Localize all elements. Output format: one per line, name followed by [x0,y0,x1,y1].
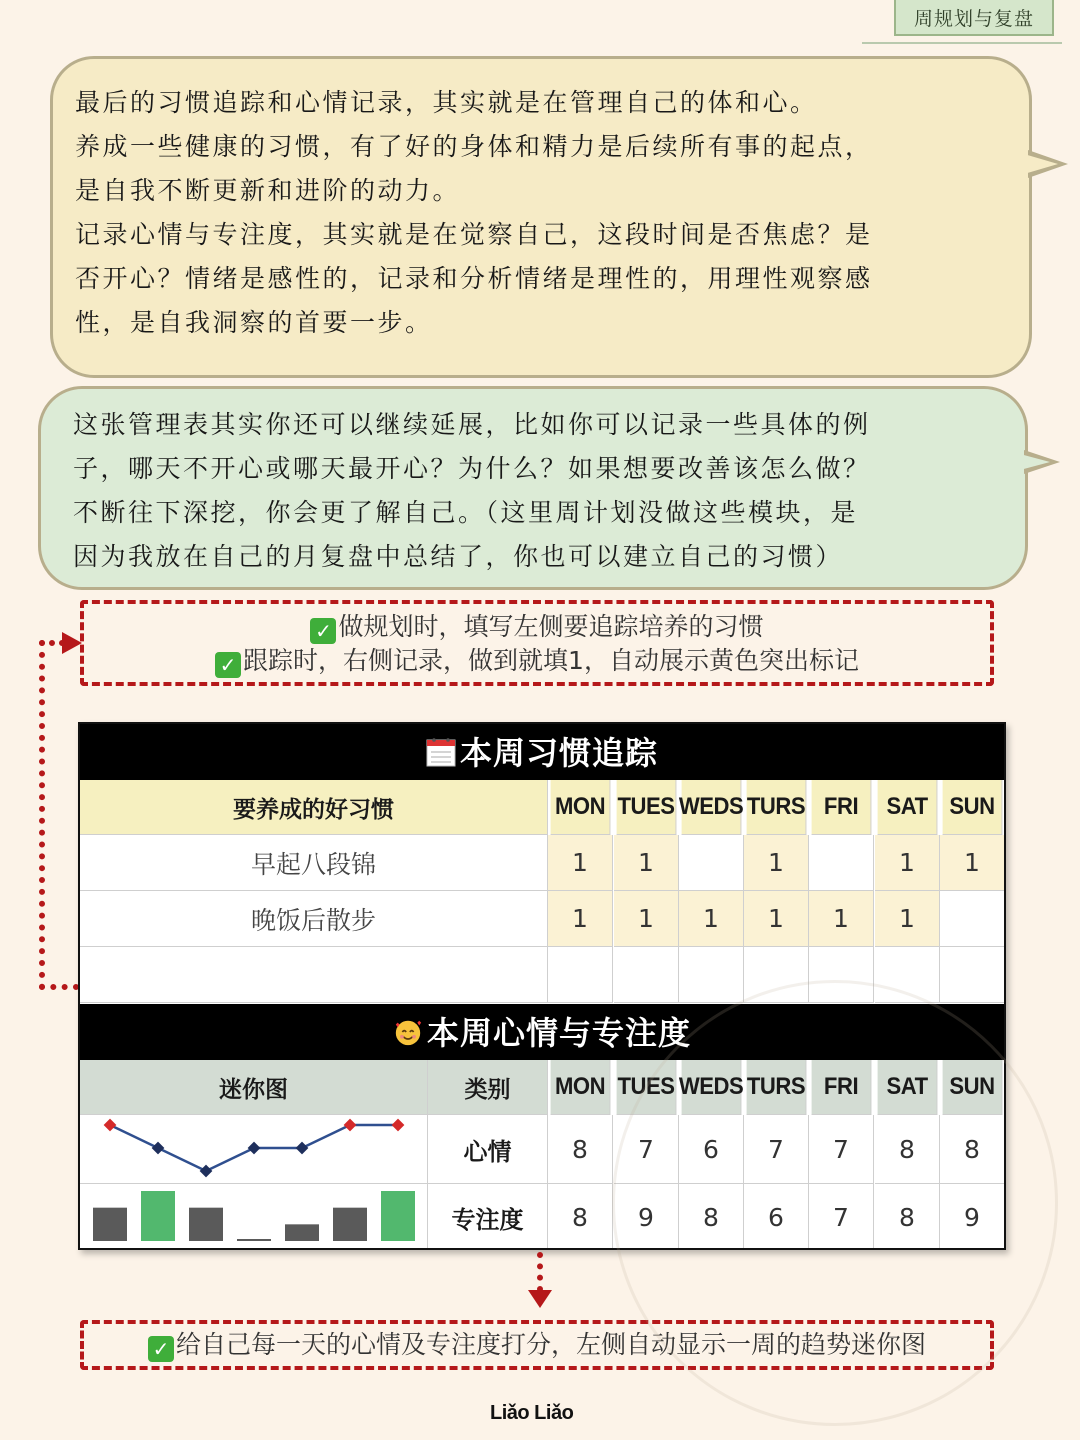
mood-sparkline-point [392,1119,405,1132]
bubble-2-tail-fill [1020,454,1050,470]
habit-check-cell: 1 [809,891,874,947]
habit-tracker-title [80,724,1004,780]
note-line-2-text: 跟踪时，右侧记录，做到就填1，自动展示黄色突出标记 [243,646,859,675]
bubble-1-text: 最后的习惯追踪和心情记录，其实就是在管理自己的体和心。 养成一些健康的习惯，有了好的身体和精力是后续所有事的起点， 是自我不断更新和进阶的动力。 记录心情与专注度，其实就是在觉察自己，这段时间是否焦虑？是 否开心？情绪是感性的，记录和分析情绪是理性的，用理性观察感 性，是自我洞察的首要一步。 [75,88,873,337]
arrow-down-icon [528,1290,552,1308]
mood-sparkline-point [200,1165,213,1178]
mood-sparkline [80,1115,428,1184]
habit-name-cell: 晚饭后散步 [80,891,548,947]
corner-tag: 周规划与复盘 [894,0,1054,36]
habit-tracker-title-text: 本周习惯追踪 [459,734,658,772]
check-icon: ✓ [148,1336,174,1362]
bubble-1-tail-fill [1024,154,1058,174]
habit-check-cell [679,947,744,1003]
category-cell: 专注度 [428,1184,548,1250]
day-header-turs: TURS [747,780,807,835]
habit-check-cell [940,947,1005,1003]
score-cell: 8 [548,1184,613,1250]
category-cell: 心情 [428,1115,548,1184]
mood-sparkline-point [296,1142,309,1155]
focus-sparkline-bar [93,1208,127,1241]
score-cell: 7 [614,1115,679,1184]
mood-title [80,1004,1004,1060]
focus-sparkline [80,1184,428,1250]
score-cell: 6 [679,1115,744,1184]
habit-check-cell: 1 [744,835,809,891]
habit-check-cell: 1 [548,891,613,947]
check-icon: ✓ [310,618,336,644]
score-cell: 7 [744,1115,809,1184]
focus-sparkline-bar [237,1239,271,1241]
score-cell: 7 [809,1184,874,1250]
mood-sparkline-point [344,1119,357,1132]
day-header-sun: SUN [943,780,1003,835]
score-cell: 7 [809,1115,874,1184]
note-line-1-text: 做规划时，填写左侧要追踪培养的习惯 [338,612,764,641]
score-cell: 8 [875,1184,940,1250]
habit-name-cell [80,947,548,1003]
day-header-fri: FRI [812,1060,872,1115]
day-header-weds: WEDS [682,780,742,835]
habit-check-cell [809,835,874,891]
habit-check-cell: 1 [875,835,940,891]
day-header-mon: MON [551,780,611,835]
connector-line-bottom [39,984,79,990]
focus-sparkline-bar [381,1191,415,1241]
habit-check-cell: 1 [744,891,809,947]
sparkline-header: 迷你图 [80,1060,428,1115]
habit-name-cell: 早起八段锦 [80,835,548,891]
note-line-1 [84,610,990,644]
category-header: 类别 [428,1060,548,1115]
score-cell: 8 [875,1115,940,1184]
focus-sparkline-bar [285,1224,319,1241]
habit-check-cell: 1 [940,835,1005,891]
check-icon: ✓ [215,652,241,678]
habit-header: 要养成的好习惯 [80,780,548,835]
instruction-note-top [80,600,994,686]
habit-check-cell [679,835,744,891]
habit-check-cell [614,947,679,1003]
mood-title-text: 本周心情与专注度 [426,1014,691,1052]
focus-sparkline-bar [141,1191,175,1241]
connector-line-vertical [39,640,45,990]
score-cell: 6 [744,1184,809,1250]
day-header-sun: SUN [943,1060,1003,1115]
habit-check-cell: 1 [614,835,679,891]
score-cell: 9 [940,1184,1005,1250]
connector-line-down [537,1252,543,1292]
habit-check-cell: 1 [875,891,940,947]
speech-bubble-habits [50,56,1032,378]
habit-check-cell [744,947,809,1003]
day-header-mon: MON [551,1060,611,1115]
smiling-face-hearts-icon [393,1016,423,1048]
bubble-2-text: 这张管理表其实你还可以继续延展，比如你可以记录一些具体的例 子，哪天不开心或哪天最开心？为什么？如果想要改善该怎么做？ 不断往下深挖，你会更了解自己。（这里周计划没做这些模块，是 因为我放在自己的月复盘中总结了，你也可以建立自己的习惯） [73,410,871,571]
habit-check-cell: 1 [548,835,613,891]
note-line-2 [84,644,990,678]
habit-check-cell [940,891,1005,947]
score-cell: 8 [940,1115,1005,1184]
mood-sparkline-point [152,1142,165,1155]
score-cell: 9 [614,1184,679,1250]
habit-check-cell [809,947,874,1003]
mood-sparkline-point [104,1119,117,1132]
spreadsheet [78,722,1006,1250]
instruction-note-bottom [80,1320,994,1370]
habit-check-cell: 1 [614,891,679,947]
score-cell: 8 [548,1115,613,1184]
corner-line [862,42,1062,44]
score-cell: 8 [679,1184,744,1250]
day-header-sat: SAT [878,1060,938,1115]
day-header-fri: FRI [812,780,872,835]
day-header-tues: TUES [617,1060,677,1115]
habit-check-cell [875,947,940,1003]
focus-sparkline-bar [189,1208,223,1241]
arrow-right-icon [62,632,82,654]
speech-bubble-extend [38,386,1028,590]
note-bottom-text: 给自己每一天的心情及专注度打分，左侧自动显示一周的趋势迷你图 [175,1330,926,1359]
mood-sparkline-point [248,1142,261,1155]
focus-sparkline-bar [333,1208,367,1241]
brand-logo: Liǎo Liǎo [490,1402,574,1424]
day-header-weds: WEDS [682,1060,742,1115]
day-header-turs: TURS [747,1060,807,1115]
habit-check-cell [548,947,613,1003]
day-header-sat: SAT [878,780,938,835]
day-header-tues: TUES [617,780,677,835]
habit-check-cell: 1 [679,891,744,947]
calendar-icon [426,736,456,768]
